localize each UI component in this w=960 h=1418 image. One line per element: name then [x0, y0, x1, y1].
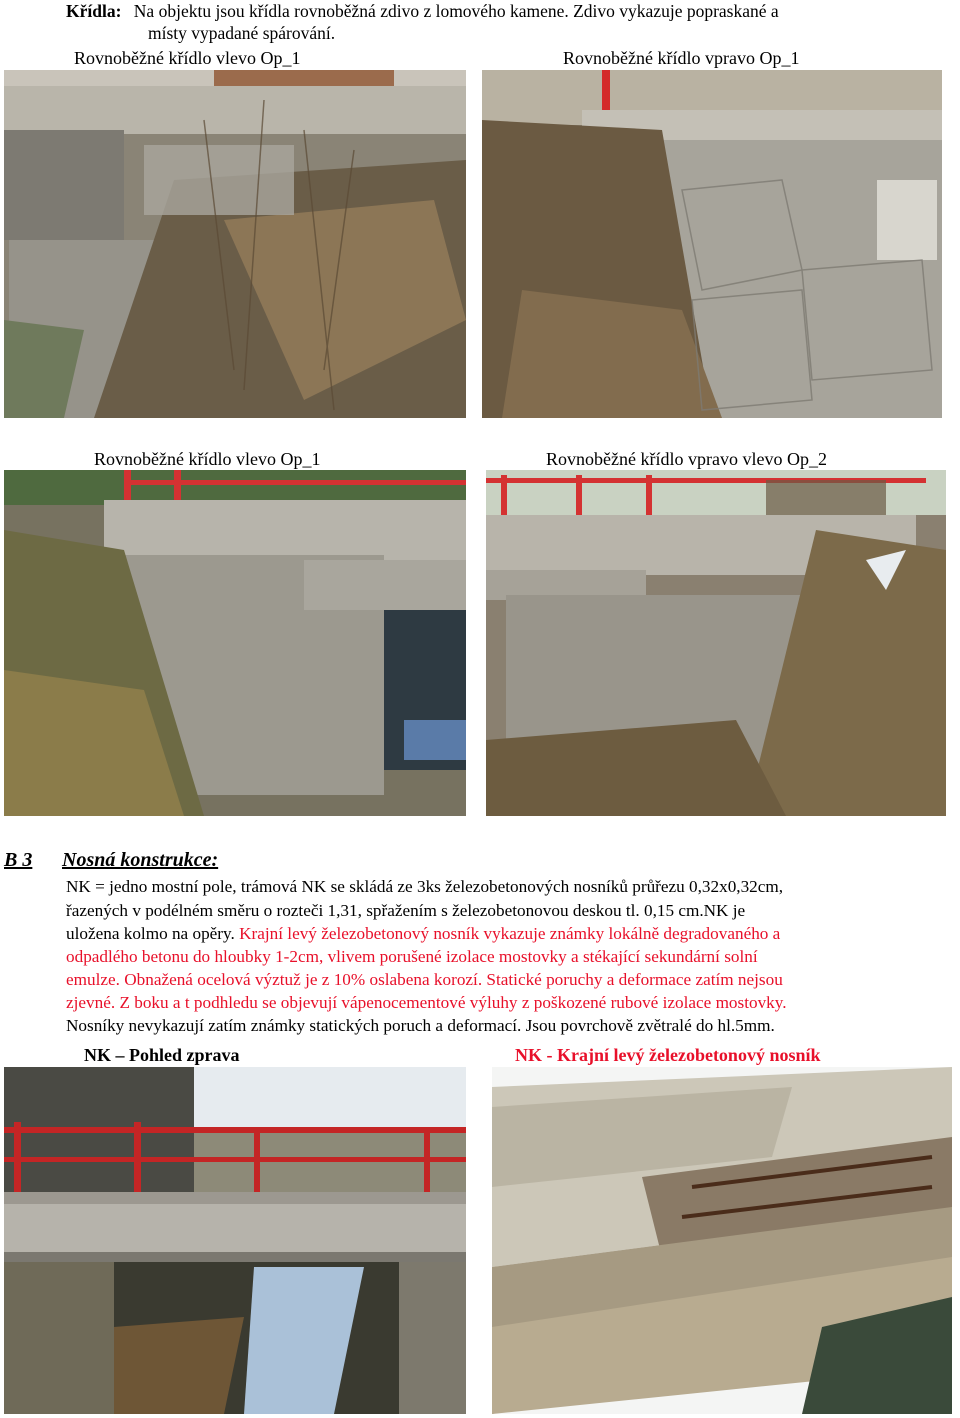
- photo-left-wing-op1-second: [4, 470, 466, 816]
- caption-photo-3: Rovnoběžné křídlo vlevo Op_1: [94, 449, 321, 469]
- caption-photo-5: NK – Pohled zprava: [84, 1045, 240, 1065]
- caption-photo-1: Rovnoběžné křídlo vlevo Op_1: [74, 48, 301, 68]
- body-line-1-black: NK = jedno mostní pole, trámová NK se skládá ze 3ks železobetonových nosníků průřezu 0,32x0,32cm,: [66, 877, 784, 896]
- caption-photo-2: Rovnoběžné křídlo vpravo Op_1: [563, 48, 800, 68]
- body-line-4: [66, 945, 956, 968]
- photo-right-wing-op1: [482, 70, 942, 418]
- body-line-4-red: odpadlého betonu do hloubky 1-2cm, vlivem porušené izolace mostovky a stékající sekundární solní: [66, 947, 758, 966]
- wings-label: Křídla:: [66, 1, 122, 21]
- section-title: Nosná konstrukce:: [62, 849, 219, 871]
- body-line-3-red: Krajní levý železobetonový nosník vykazuje známky lokálně degradovaného a: [239, 924, 781, 943]
- wings-text-line2: místy vypadané spárování.: [148, 23, 336, 43]
- body-line-2-black: řazených v podélném směru o rozteči 1,31, spřažením s železobetonovou deskou tl. 0,15 cm.NK je: [66, 901, 746, 920]
- section-number: B 3: [4, 849, 33, 871]
- body-line-1: [66, 875, 956, 898]
- photo-deck-right-view: [4, 1067, 466, 1414]
- body-line-3: [66, 922, 956, 945]
- body-line-6-red: zjevné. Z boku a t podhledu se objevují vápenocementové výluhy z poškozené rubové izolace mostovky.: [66, 993, 787, 1012]
- wings-heading: [66, 0, 956, 22]
- body-line-6: [66, 991, 956, 1014]
- wings-text-line1: Na objektu jsou křídla rovnoběžná zdivo z lomového kamene. Zdivo vykazuje popraskané a: [133, 1, 779, 21]
- body-line-3-black: uložena kolmo na opěry.: [66, 924, 240, 943]
- caption-photo-4: Rovnoběžné křídlo vpravo vlevo Op_2: [546, 449, 827, 469]
- body-line-5: [66, 968, 956, 991]
- body-line-7-black: Nosníky nevykazují zatím známky statických poruch a deformací. Jsou povrchově zvětralé do hl.5mm.: [66, 1016, 775, 1035]
- photo-edge-beam-damage: [492, 1067, 952, 1414]
- body-line-5-red: emulze. Obnažená ocelová výztuž je z 10% oslabena korozí. Statické poruchy a deformace zatím nejsou: [66, 970, 783, 989]
- photo-right-left-wing-op2: [486, 470, 946, 816]
- body-line-7: [66, 1014, 956, 1037]
- photo-left-wing-op1: [4, 70, 466, 418]
- caption-photo-6: NK - Krajní levý železobetonový nosník: [515, 1045, 821, 1065]
- body-line-2: [66, 899, 956, 922]
